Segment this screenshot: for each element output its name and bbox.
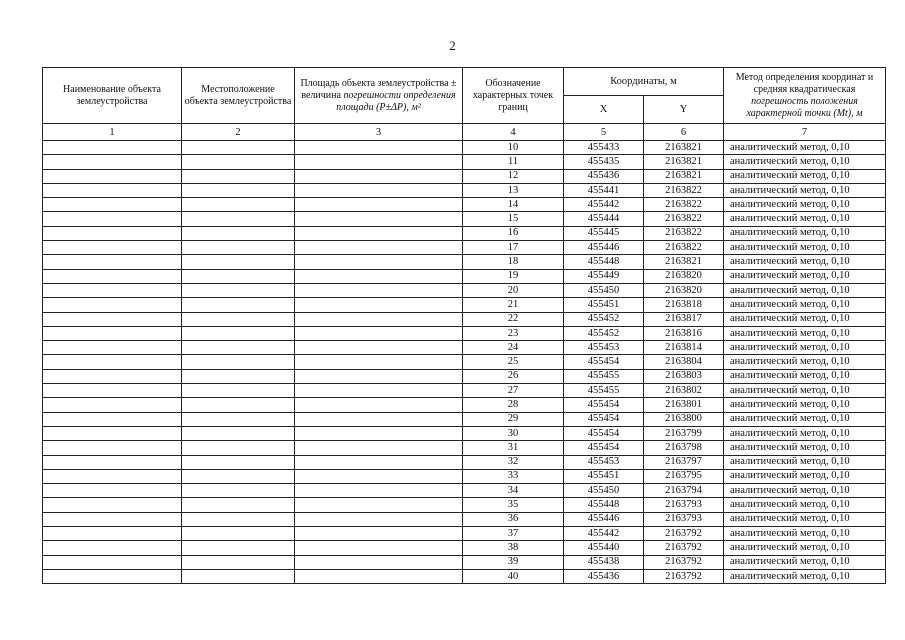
- point-cell: 26: [463, 369, 564, 383]
- point-cell: 35: [463, 498, 564, 512]
- area-cell: [295, 255, 463, 269]
- method-cell: аналитический метод, 0,10: [724, 412, 886, 426]
- header-area: [295, 68, 463, 124]
- table-row: [43, 369, 886, 383]
- x-cell: 455433: [564, 141, 644, 155]
- area-cell: [295, 569, 463, 583]
- method-cell: аналитический метод, 0,10: [724, 498, 886, 512]
- location-cell: [182, 355, 295, 369]
- location-cell: [182, 141, 295, 155]
- object-name-cell: [43, 198, 182, 212]
- object-name-cell: [43, 369, 182, 383]
- object-name-cell: [43, 484, 182, 498]
- y-cell: 2163803: [644, 369, 724, 383]
- x-cell: 455454: [564, 426, 644, 440]
- y-cell: 2163792: [644, 555, 724, 569]
- x-cell: 455448: [564, 498, 644, 512]
- area-cell: [295, 527, 463, 541]
- point-cell: 29: [463, 412, 564, 426]
- object-name-cell: [43, 312, 182, 326]
- location-cell: [182, 269, 295, 283]
- point-cell: 34: [463, 484, 564, 498]
- y-cell: 2163798: [644, 441, 724, 455]
- header-area-line2: погрешности определения площади (P±ΔP), м²: [336, 89, 456, 113]
- table-row: [43, 484, 886, 498]
- y-cell: 2163800: [644, 412, 724, 426]
- point-cell: 31: [463, 441, 564, 455]
- location-cell: [182, 326, 295, 340]
- column-number: 7: [724, 124, 886, 141]
- method-cell: аналитический метод, 0,10: [724, 341, 886, 355]
- header-method-line2: погрешность положения характерной точки (Mt), м: [746, 95, 863, 119]
- location-cell: [182, 212, 295, 226]
- point-cell: 22: [463, 312, 564, 326]
- location-cell: [182, 255, 295, 269]
- location-cell: [182, 398, 295, 412]
- object-name-cell: [43, 412, 182, 426]
- method-cell: аналитический метод, 0,10: [724, 183, 886, 197]
- y-cell: 2163820: [644, 283, 724, 297]
- x-cell: 455444: [564, 212, 644, 226]
- area-cell: [295, 498, 463, 512]
- method-cell: аналитический метод, 0,10: [724, 141, 886, 155]
- area-cell: [295, 412, 463, 426]
- area-cell: [295, 355, 463, 369]
- y-cell: 2163820: [644, 269, 724, 283]
- method-cell: аналитический метод, 0,10: [724, 283, 886, 297]
- location-cell: [182, 226, 295, 240]
- table-row: [43, 355, 886, 369]
- method-cell: аналитический метод, 0,10: [724, 441, 886, 455]
- point-cell: 27: [463, 384, 564, 398]
- point-cell: 21: [463, 298, 564, 312]
- area-cell: [295, 198, 463, 212]
- point-cell: 18: [463, 255, 564, 269]
- location-cell: [182, 369, 295, 383]
- y-cell: 2163816: [644, 326, 724, 340]
- x-cell: 455455: [564, 384, 644, 398]
- location-cell: [182, 198, 295, 212]
- object-name-cell: [43, 469, 182, 483]
- x-cell: 455436: [564, 569, 644, 583]
- location-cell: [182, 512, 295, 526]
- point-cell: 13: [463, 183, 564, 197]
- location-cell: [182, 426, 295, 440]
- area-cell: [295, 441, 463, 455]
- method-cell: аналитический метод, 0,10: [724, 155, 886, 169]
- table-row: [43, 255, 886, 269]
- x-cell: 455454: [564, 441, 644, 455]
- x-cell: 455450: [564, 484, 644, 498]
- object-name-cell: [43, 326, 182, 340]
- location-cell: [182, 298, 295, 312]
- y-cell: 2163793: [644, 498, 724, 512]
- area-cell: [295, 484, 463, 498]
- y-cell: 2163821: [644, 141, 724, 155]
- method-cell: аналитический метод, 0,10: [724, 269, 886, 283]
- area-cell: [295, 512, 463, 526]
- method-cell: аналитический метод, 0,10: [724, 455, 886, 469]
- object-name-cell: [43, 512, 182, 526]
- x-cell: 455440: [564, 541, 644, 555]
- object-name-cell: [43, 455, 182, 469]
- point-cell: 10: [463, 141, 564, 155]
- x-cell: 455448: [564, 255, 644, 269]
- x-cell: 455454: [564, 355, 644, 369]
- point-cell: 24: [463, 341, 564, 355]
- y-cell: 2163822: [644, 241, 724, 255]
- y-cell: 2163794: [644, 484, 724, 498]
- coordinates-table: [42, 67, 886, 584]
- y-cell: 2163822: [644, 198, 724, 212]
- area-cell: [295, 226, 463, 240]
- header-method-line1: Метод определения координат и средняя квадратическая: [735, 71, 874, 95]
- page-number: 2: [449, 38, 456, 53]
- point-cell: 17: [463, 241, 564, 255]
- table-row: [43, 183, 886, 197]
- y-cell: 2163822: [644, 212, 724, 226]
- object-name-cell: [43, 384, 182, 398]
- y-cell: 2163801: [644, 398, 724, 412]
- table-row: [43, 426, 886, 440]
- method-cell: аналитический метод, 0,10: [724, 255, 886, 269]
- y-cell: 2163822: [644, 226, 724, 240]
- object-name-cell: [43, 241, 182, 255]
- area-cell: [295, 283, 463, 297]
- object-name-cell: [43, 298, 182, 312]
- area-cell: [295, 426, 463, 440]
- table-row: [43, 155, 886, 169]
- point-cell: 33: [463, 469, 564, 483]
- location-cell: [182, 169, 295, 183]
- x-cell: 455436: [564, 169, 644, 183]
- y-cell: 2163821: [644, 155, 724, 169]
- table-row: [43, 498, 886, 512]
- y-cell: 2163799: [644, 426, 724, 440]
- area-cell: [295, 212, 463, 226]
- y-cell: 2163792: [644, 541, 724, 555]
- area-cell: [295, 169, 463, 183]
- object-name-cell: [43, 226, 182, 240]
- object-name-cell: [43, 183, 182, 197]
- object-name-cell: [43, 555, 182, 569]
- point-cell: 28: [463, 398, 564, 412]
- object-name-cell: [43, 426, 182, 440]
- header-coordinates: Координаты, м: [564, 68, 724, 96]
- table-row: [43, 326, 886, 340]
- point-cell: 36: [463, 512, 564, 526]
- point-cell: 40: [463, 569, 564, 583]
- y-cell: 2163792: [644, 527, 724, 541]
- area-cell: [295, 341, 463, 355]
- point-cell: 14: [463, 198, 564, 212]
- table-row: [43, 412, 886, 426]
- x-cell: 455446: [564, 512, 644, 526]
- y-cell: 2163814: [644, 341, 724, 355]
- table-row: [43, 212, 886, 226]
- object-name-cell: [43, 341, 182, 355]
- location-cell: [182, 312, 295, 326]
- x-cell: 455452: [564, 326, 644, 340]
- method-cell: аналитический метод, 0,10: [724, 569, 886, 583]
- location-cell: [182, 527, 295, 541]
- header-y: Y: [644, 96, 724, 124]
- method-cell: аналитический метод, 0,10: [724, 241, 886, 255]
- area-cell: [295, 384, 463, 398]
- object-name-cell: [43, 355, 182, 369]
- x-cell: 455442: [564, 527, 644, 541]
- method-cell: аналитический метод, 0,10: [724, 527, 886, 541]
- x-cell: 455452: [564, 312, 644, 326]
- point-cell: 32: [463, 455, 564, 469]
- header-method: [724, 68, 886, 124]
- table-row: [43, 283, 886, 297]
- column-number: 4: [463, 124, 564, 141]
- area-cell: [295, 455, 463, 469]
- y-cell: 2163792: [644, 569, 724, 583]
- point-cell: 15: [463, 212, 564, 226]
- area-cell: [295, 155, 463, 169]
- object-name-cell: [43, 155, 182, 169]
- method-cell: аналитический метод, 0,10: [724, 312, 886, 326]
- x-cell: 455454: [564, 412, 644, 426]
- y-cell: 2163817: [644, 312, 724, 326]
- object-name-cell: [43, 169, 182, 183]
- location-cell: [182, 569, 295, 583]
- method-cell: аналитический метод, 0,10: [724, 484, 886, 498]
- location-cell: [182, 441, 295, 455]
- header-location: Местоположение объекта землеустройства: [182, 68, 295, 124]
- header-area-line1: Площадь объекта землеустройства ± величина: [300, 77, 457, 101]
- point-cell: 16: [463, 226, 564, 240]
- area-cell: [295, 369, 463, 383]
- method-cell: аналитический метод, 0,10: [724, 469, 886, 483]
- object-name-cell: [43, 541, 182, 555]
- x-cell: 455449: [564, 269, 644, 283]
- point-cell: 20: [463, 283, 564, 297]
- table-body: [43, 141, 886, 584]
- location-cell: [182, 555, 295, 569]
- table-row: [43, 555, 886, 569]
- table-row: [43, 441, 886, 455]
- y-cell: 2163818: [644, 298, 724, 312]
- table-row: [43, 226, 886, 240]
- method-cell: аналитический метод, 0,10: [724, 384, 886, 398]
- header-boundary-points: Обозначение характерных точек границ: [463, 68, 564, 124]
- object-name-cell: [43, 441, 182, 455]
- method-cell: аналитический метод, 0,10: [724, 226, 886, 240]
- y-cell: 2163821: [644, 255, 724, 269]
- object-name-cell: [43, 283, 182, 297]
- x-cell: 455453: [564, 455, 644, 469]
- area-cell: [295, 298, 463, 312]
- location-cell: [182, 283, 295, 297]
- method-cell: аналитический метод, 0,10: [724, 298, 886, 312]
- table-row: [43, 541, 886, 555]
- column-number: 6: [644, 124, 724, 141]
- point-cell: 37: [463, 527, 564, 541]
- location-cell: [182, 484, 295, 498]
- method-cell: аналитический метод, 0,10: [724, 169, 886, 183]
- x-cell: 455446: [564, 241, 644, 255]
- point-cell: 23: [463, 326, 564, 340]
- area-cell: [295, 326, 463, 340]
- column-number: 2: [182, 124, 295, 141]
- area-cell: [295, 555, 463, 569]
- object-name-cell: [43, 498, 182, 512]
- table-row: [43, 141, 886, 155]
- method-cell: аналитический метод, 0,10: [724, 326, 886, 340]
- area-cell: [295, 312, 463, 326]
- table-row: [43, 241, 886, 255]
- area-cell: [295, 398, 463, 412]
- x-cell: 455441: [564, 183, 644, 197]
- method-cell: аналитический метод, 0,10: [724, 198, 886, 212]
- point-cell: 12: [463, 169, 564, 183]
- area-cell: [295, 183, 463, 197]
- y-cell: 2163797: [644, 455, 724, 469]
- location-cell: [182, 341, 295, 355]
- table-row: [43, 269, 886, 283]
- location-cell: [182, 241, 295, 255]
- x-cell: 455435: [564, 155, 644, 169]
- header-x: X: [564, 96, 644, 124]
- column-number: 1: [43, 124, 182, 141]
- y-cell: 2163802: [644, 384, 724, 398]
- table-row: [43, 469, 886, 483]
- point-cell: 11: [463, 155, 564, 169]
- column-number: 5: [564, 124, 644, 141]
- x-cell: 455438: [564, 555, 644, 569]
- method-cell: аналитический метод, 0,10: [724, 398, 886, 412]
- area-cell: [295, 269, 463, 283]
- object-name-cell: [43, 255, 182, 269]
- area-cell: [295, 241, 463, 255]
- object-name-cell: [43, 269, 182, 283]
- method-cell: аналитический метод, 0,10: [724, 369, 886, 383]
- object-name-cell: [43, 141, 182, 155]
- point-cell: 30: [463, 426, 564, 440]
- location-cell: [182, 541, 295, 555]
- y-cell: 2163821: [644, 169, 724, 183]
- x-cell: 455451: [564, 298, 644, 312]
- table-row: [43, 298, 886, 312]
- column-number: 3: [295, 124, 463, 141]
- x-cell: 455451: [564, 469, 644, 483]
- table-row: [43, 527, 886, 541]
- y-cell: 2163795: [644, 469, 724, 483]
- x-cell: 455455: [564, 369, 644, 383]
- point-cell: 39: [463, 555, 564, 569]
- location-cell: [182, 469, 295, 483]
- point-cell: 38: [463, 541, 564, 555]
- method-cell: аналитический метод, 0,10: [724, 512, 886, 526]
- x-cell: 455453: [564, 341, 644, 355]
- location-cell: [182, 498, 295, 512]
- table-row: [43, 198, 886, 212]
- point-cell: 19: [463, 269, 564, 283]
- table-row: [43, 455, 886, 469]
- y-cell: 2163804: [644, 355, 724, 369]
- table-row: [43, 512, 886, 526]
- table-row: [43, 312, 886, 326]
- area-cell: [295, 469, 463, 483]
- object-name-cell: [43, 212, 182, 226]
- method-cell: аналитический метод, 0,10: [724, 212, 886, 226]
- method-cell: аналитический метод, 0,10: [724, 541, 886, 555]
- location-cell: [182, 155, 295, 169]
- column-number-row: [43, 124, 886, 141]
- table-row: [43, 169, 886, 183]
- area-cell: [295, 541, 463, 555]
- y-cell: 2163822: [644, 183, 724, 197]
- table-row: [43, 569, 886, 583]
- table-row: [43, 341, 886, 355]
- header-object-name: Наименование объекта землеустройства: [43, 68, 182, 124]
- table-row: [43, 384, 886, 398]
- method-cell: аналитический метод, 0,10: [724, 555, 886, 569]
- area-cell: [295, 141, 463, 155]
- location-cell: [182, 183, 295, 197]
- location-cell: [182, 384, 295, 398]
- method-cell: аналитический метод, 0,10: [724, 426, 886, 440]
- point-cell: 25: [463, 355, 564, 369]
- object-name-cell: [43, 398, 182, 412]
- x-cell: 455450: [564, 283, 644, 297]
- x-cell: 455442: [564, 198, 644, 212]
- object-name-cell: [43, 527, 182, 541]
- x-cell: 455454: [564, 398, 644, 412]
- method-cell: аналитический метод, 0,10: [724, 355, 886, 369]
- object-name-cell: [43, 569, 182, 583]
- location-cell: [182, 412, 295, 426]
- location-cell: [182, 455, 295, 469]
- x-cell: 455445: [564, 226, 644, 240]
- y-cell: 2163793: [644, 512, 724, 526]
- table-row: [43, 398, 886, 412]
